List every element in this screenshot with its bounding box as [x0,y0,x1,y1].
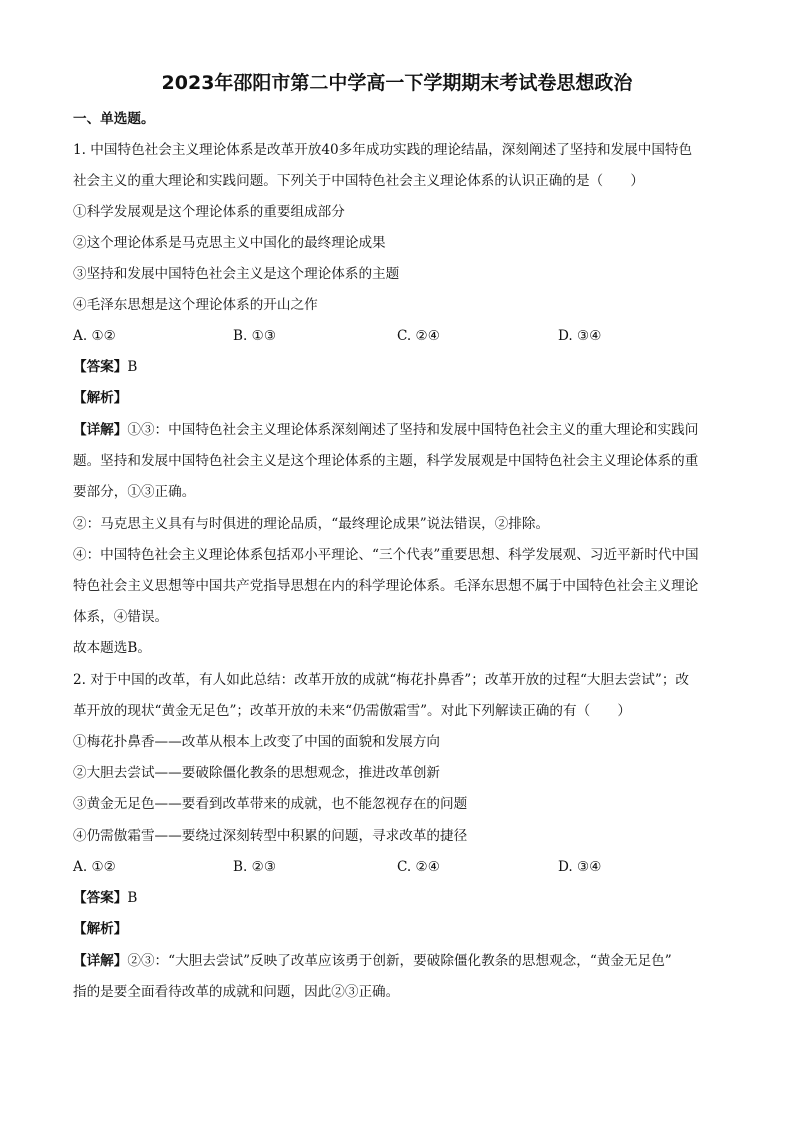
q2-option-a: A. ①② [73,859,116,875]
q2-answer-tag: 【答案】 [73,890,128,906]
q1-item-1: ①科学发展观是这个理论体系的重要组成部分 [73,204,345,220]
q1-detail-line-7: 体系，④错误。 [73,609,169,625]
q1-detail-line-2: 题。坚持和发展中国特色社会主义是这个理论体系的主题，科学发展观是中国特色社会主义理论体系的重 [73,453,699,469]
q2-analysis-tag: 【解析】 [73,921,128,937]
page-title: 2023年邵阳市第二中学高一下学期期末考试卷思想政治 [161,72,633,94]
q1-detail-line-6: 特色社会主义思想等中国共产党指导思想在内的科学理论体系。毛泽东思想不属于中国特色社会主义理论 [73,578,699,594]
q2-item-2: ②大胆去尝试——要破除僵化教条的思想观念，推进改革创新 [73,765,441,781]
q1-item-3: ③坚持和发展中国特色社会主义是这个理论体系的主题 [73,266,400,282]
q1-answer-tag: 【答案】 [73,359,128,375]
q1-detail-line-3: 要部分，①③正确。 [73,484,196,500]
q1-stem-line-1: 1. 中国特色社会主义理论体系是改革开放40多年成功实践的理论结晶，深刻阐述了坚持和发展中国特色 [73,142,693,158]
q2-stem-line-2: 革开放的现状“黄金无足色”；改革开放的未来“仍需傲霜雪”。对此下列解读正确的有（ ） [73,703,631,719]
q1-item-2: ②这个理论体系是马克思主义中国化的最终理论成果 [73,235,386,251]
q2-option-d: D. ③④ [558,859,602,875]
q1-detail-text-1: ①③：中国特色社会主义理论体系深刻阐述了坚持和发展中国特色社会主义的重大理论和实践问 [127,422,699,438]
q1-stem-line-2: 社会主义的重大理论和实践问题。下列关于中国特色社会主义理论体系的认识正确的是（ ） [73,173,644,189]
q2-item-1: ①梅花扑鼻香——改革从根本上改变了中国的面貌和发展方向 [73,734,441,750]
q2-detail-line-2: 指的是要全面看待改革的成就和问题，因此②③正确。 [73,984,400,1000]
q1-answer-row [73,358,723,376]
q2-analysis-row [73,920,723,938]
q2-item-4: ④仍需傲霜雪——要绕过深刻转型中积累的问题，寻求改革的捷径 [73,828,468,844]
q1-detail-line-4: ②：马克思主义具有与时俱进的理论品质，“最终理论成果”说法错误，②排除。 [73,516,550,532]
q2-option-b: B. ②③ [233,859,277,875]
q1-detail-line-1 [73,421,723,439]
q1-conclusion: 故本题选B。 [73,640,151,656]
q1-option-c: C. ②④ [397,328,440,344]
q1-option-a: A. ①② [73,328,116,344]
q1-analysis-tag: 【解析】 [73,390,128,406]
q2-answer-row [73,889,723,907]
q1-detail-tag: 【详解】 [73,422,128,438]
q2-stem-line-1: 2. 对于中国的改革，有人如此总结：改革开放的成就“梅花扑鼻香”；改革开放的过程“大胆去尝试”；改 [73,672,690,688]
q2-detail-line-1 [73,952,723,970]
q1-analysis-row [73,389,723,407]
q1-detail-line-5: ④：中国特色社会主义理论体系包括邓小平理论、“三个代表”重要思想、科学发展观、习近平新时代中国 [73,547,699,563]
q1-answer: B [127,359,138,375]
q1-option-b: B. ①③ [233,328,277,344]
q2-item-3: ③黄金无足色——要看到改革带来的成就，也不能忽视存在的问题 [73,796,468,812]
q2-detail-text-1: ②③：“大胆去尝试”反映了改革应该勇于创新，要破除僵化教条的思想观念，“黄金无足色” [127,953,672,969]
q1-option-d: D. ③④ [558,328,602,344]
q2-detail-tag: 【详解】 [73,953,128,969]
q1-item-4: ④毛泽东思想是这个理论体系的开山之作 [73,297,318,313]
q2-answer: B [127,890,138,906]
section-heading: 一、单选题。 [73,111,155,127]
q2-option-c: C. ②④ [397,859,440,875]
